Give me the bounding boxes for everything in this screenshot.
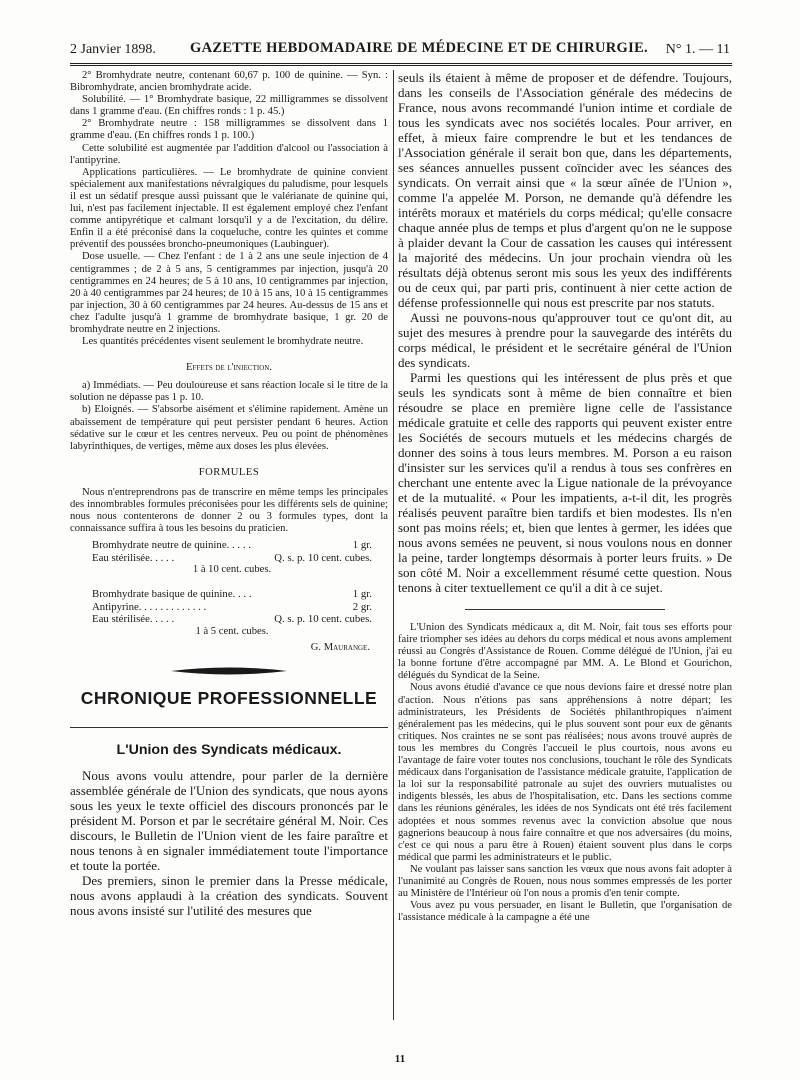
- header-date: 2 Janvier 1898.: [70, 42, 156, 57]
- article-title: L'Union des Syndicats médicaux.: [116, 742, 342, 759]
- formula-note: 1 à 5 cent. cubes.: [195, 625, 269, 637]
- paragraph: Aussi ne pouvons-nous qu'approuver tout ce qu'ont dit, au sujet des mesures à prendre pour la sauvegarde des intérêts du corps médical, le président et le secrétaire général de l'Union des syndicats.: [398, 310, 732, 370]
- page-number: 11: [394, 1053, 406, 1065]
- section-rule: [70, 727, 388, 728]
- quoted-paragraph: Nous avons étudié d'avance ce que nous devions faire et dressé notre plan d'action. Nous n'étions pas sans appréhensions à notre départ; les administrateurs, les Présidents de Sociétés philanthropiques n'aiment généralement pas les médecins, qui le plus souvent sont pour eux de gênants critiques. Nos craintes ne se sont pas réalisées; nous avons trouvé auprès de tous les membres du Congrès l'accueil le plus courtois, nous avons eu l'avantage de faire voter toutes nos conclusions, touchant le rôle des Syndicats médicaux dans l'organisation de l'assistance médicale gratuite, l'application de la loi sur la responsabilité patronale au sujet des ouvriers mutualistes ou indigents blessés, les abus de l'hospitalisation, etc. Dans les sections comme dans les réunions générales, les idées de nos Syndicats ont été très facilement adoptées et nous sommes revenus avec la conviction absolue que nous gagnerions beaucoup à nous faire connaître et que nos adversaires (du moins, c'est ce qui nous a paru être à Rouen) étaient souvent plus dans le corps médical que parmi les administrateurs et le public.: [398, 682, 732, 863]
- ornament-separator: [169, 664, 289, 678]
- paragraph: b) Eloignés. — S'absorbe aisément et s'élimine rapidement. Amène un abaissement de température qui peut persister pendant 6 heures. Action sédative sur le cœur et les centres nerveux. Peu ou point de phénomènes labyrinthiques, de vertiges, même aux doses les plus élevées.: [70, 404, 388, 452]
- formula-line: Bromhydrate basique de quinine. . . . 1 gr.: [92, 588, 372, 601]
- quoted-paragraph: L'Union des Syndicats médicaux a, dit M. Noir, fait tous ses efforts pour faire triompher ses idées au dehors du corps médical et nous avons amplement réussi au Congrès d'Assistance de Rouen. Comme délégué de l'Union, j'ai eu la bonne fortune d'être accompagné par MM. A. Le Blond et Gourichon, délégués du Syndicat de la Seine.: [398, 622, 732, 682]
- paragraph: Nous avons voulu attendre, pour parler de la dernière assemblée générale de l'Union des syndicats, que nous ayons sous les yeux le texte officiel des discours prononcés par le président M. Porson et par le secrétaire général M. Noir. Ces discours, le Bulletin de l'Union vient de les faire paraître et nous tenons à en signaler immédiatement toute l'importance et toute la portée.: [70, 768, 388, 874]
- section-heading-formules: FORMULES: [198, 466, 260, 478]
- section-heading-effets: Effets de l'injection.: [186, 362, 272, 374]
- header-rule-2: [70, 65, 732, 66]
- paragraph: Nous n'entreprendrons pas de transcrire en même temps les principales des innombrables formules préconisées pour les différents sels de quinine; nous nous contenterons de donner 2 ou 3 formules types, dont la connaissance suffira à tous les besoins du praticien.: [70, 486, 388, 535]
- quoted-paragraph: Ne voulant pas laisser sans sanction les vœux que nous avons fait adopter à l'unanimité au Congrès de Rouen, nous nous sommes empressés de les porter au Ministère de l'Intérieur où l'on nous a promis d'en tenir compte.: [398, 863, 732, 900]
- formula-line: Eau stérilisée. . . . . Q. s. p. 10 cent. cubes.: [92, 551, 372, 564]
- paragraph: a) Immédiats. — Peu douloureuse et sans réaction locale si le titre de la solution ne dépasse pas 1 p. 10.: [70, 380, 388, 404]
- paragraph: Applications particulières. — Le bromhydrate de quinine convient spécialement aux manifestations névralgiques du paludisme, pour lesquels il est un sédatif presque aussi puissant que le valérianate de quinine qui, lui, n'est pas facilement injectable. Il est également employé chez l'enfant comme antipyrétique et calmant lorsqu'il y a de l'excitation, du délire. Enfin il a été préconisé dans la coqueluche, contre les quintes et comme préventif des poussées broncho-pneumoniques (Laubinguer).: [70, 166, 388, 251]
- right-column: [398, 70, 732, 924]
- paragraph: Des premiers, sinon le premier dans la Presse médicale, nous avons applaudi à la création des syndicats. Souvent nous avons insisté sur l'utilité des mesures que: [70, 873, 388, 919]
- formula-2: [70, 588, 388, 638]
- paragraph: 2° Bromhydrate neutre, contenant 60,67 p. 100 de quinine. — Syn. : Bibromhydrate, ancien bromhydrate acide.: [70, 70, 388, 94]
- paragraph: 2° Bromhydrate neutre : 158 milligrammes se dissolvent dans 1 gramme d'eau. (En chiffres ronds 1 p. 100.): [70, 118, 388, 142]
- column-divider: [393, 70, 394, 1020]
- formula-note: 1 à 10 cent. cubes.: [192, 564, 272, 576]
- header-journal-title: GAZETTE HEBDOMADAIRE DE MÉDECINE ET DE CHIRURGIE.: [190, 40, 648, 56]
- paragraph: Parmi les questions qui les intéressent de plus près et que seuls les syndicats sont à même de bien connaître et bien résoudre se place en première ligne celle de l'assistance médicale gratuite et celle des rapports qui peuvent exister entre les Sociétés de secours mutuels et les médecins chargés de donner des soins à tous leurs membres. M. Porson a eu raison d'insister sur les services qu'il a rendus à tous ses confrères en cherchant une entente avec la Ligue nationale de la prévoyance et de la mutualité. « Pour les impatients, a-t-il dit, les progrès réalisés peuvent paraître bien tardifs et bien modestes. Ils n'en sont pas moins réels; et, bien que lentes à germer, les idées que nous avons semées ne peuvent, si nous voulons nous en donner la peine, tarder longtemps désormais à porter leurs fruits. » De son côté M. Noir a excellemment résumé cette question. Nous tenons à citer textuellement ce qu'il a dit à ce sujet.: [398, 370, 732, 595]
- formula-line: Eau stérilisée. . . . . Q. s. p. 10 cent. cubes.: [92, 613, 372, 626]
- header-rule: [70, 63, 732, 64]
- quote-rule: [465, 609, 665, 610]
- chronique-heading: CHRONIQUE PROFESSIONNELLE: [80, 688, 378, 709]
- formula-1: [70, 539, 388, 576]
- header-issue-number: N° 1. — 11: [665, 42, 730, 57]
- paragraph: Solubilité. — 1° Bromhydrate basique, 22 milligrammes se dissolvent dans 1 gramme d'eau. (En chiffres ronds : 1 p. 45.): [70, 94, 388, 118]
- running-header: [70, 38, 730, 66]
- quoted-paragraph: Vous avez pu vous persuader, en lisant le Bulletin, que l'organisation de l'assistance médicale à la campagne a été une: [398, 900, 732, 924]
- paragraph: Cette solubilité est augmentée par l'addition d'alcool ou l'association à l'antipyrine.: [70, 142, 388, 166]
- author-signature: G. Maurange.: [310, 641, 370, 653]
- paragraph: Dose usuelle. — Chez l'enfant : de 1 à 2 ans une seule injection de 4 centigrammes ; de 2 à 5 ans, 5 centigrammes par injection, jusqu'à 20 centigrammes en 24 heures; de 5 à 10 ans, 10 centigrammes par injection, 20 à 40 centigrammes par 24 heures; de 10 à 15 ans, 10 à 15 centigrammes par injection, 30 à 60 centigrammes par 24 heures. Au-dessus de 15 ans et chez l'adulte jusqu'à 1 gramme de bromhydrate basique, 1 gr. 20 de bromhydrate neutre en 2 injections.: [70, 251, 388, 335]
- formula-line: Bromhydrate neutre de quinine. . . . . 1 gr.: [92, 539, 372, 552]
- paragraph: seuls ils étaient à même de proposer et de défendre. Toujours, dans les conseils de l'Association générale des médecins de France, nous avons recommandé l'union intime et cordiale de tous les syndicats avec nos sociétés locales. Pour arriver, en effet, à mieux faire comprendre le but et les tendances de l'Association générale il serait bon que, dans les départements, ses séances annuelles pussent coïncider avec les séances des syndicats. On verrait ainsi que « la sœur aînée de l'Union », comme l'a appelée M. Porson, ne demande qu'à défendre les intérêts moraux et matériels du corps médical; qu'elle consacre chaque année plus de temps et plus d'argent qu'on ne le suppose à plaider devant la Cour de cassation les causes qui intéressent la majorité des médecins. Un jour prochain viendra où les résultats déjà obtenus seront mis sous les yeux des indifférents ou de ceux qui, par parti pris, continuent à nier cette action de défense professionnelle qui nous est prescrite par nos statuts.: [398, 70, 732, 310]
- formula-line: Antipyrine. . . . . . . . . . . . . 2 gr.: [92, 600, 372, 613]
- left-column: [70, 70, 388, 918]
- paragraph: Les quantités précédentes visent seulement le bromhydrate neutre.: [82, 336, 364, 348]
